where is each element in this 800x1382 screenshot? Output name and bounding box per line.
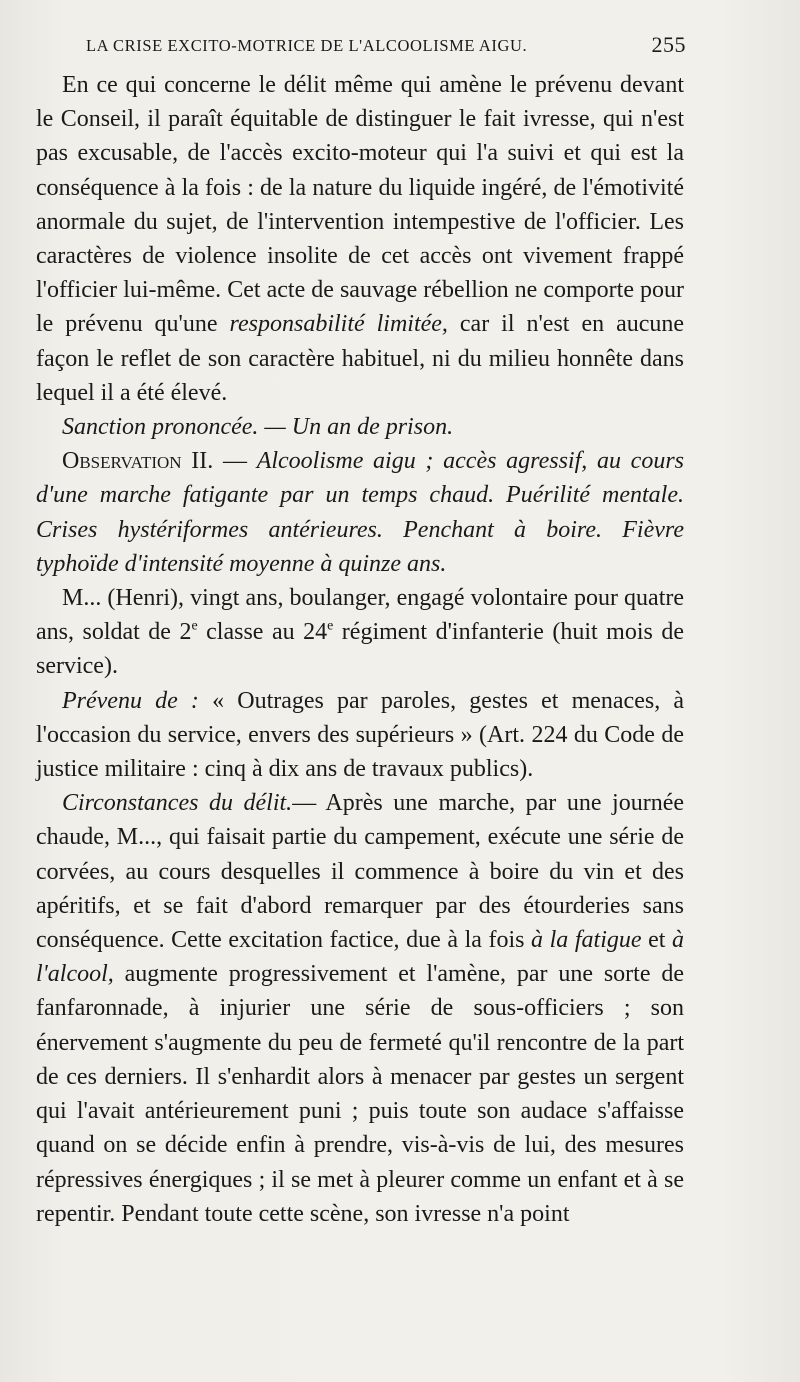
page-number: 255 bbox=[651, 32, 686, 57]
page-header bbox=[86, 32, 686, 62]
circonstances-text: — Après une marche, par une journée chaude, M..., qui faisait partie du campement, exécute une série de corvées, au cours desquelles il commence à boire du vin et des apéritifs, et se fait d'abord remarquer par des étourderies sans conséquence. Cette excitation factice, due à la fois bbox=[36, 790, 684, 954]
fatigue-emphasis: à la fatigue bbox=[531, 927, 642, 954]
observation-heading bbox=[36, 444, 684, 581]
circonstances-label: Circonstances du délit. bbox=[62, 790, 293, 817]
identity-text-end: régiment d'infanterie (huit mois de service). bbox=[36, 619, 685, 680]
ordinal-suffix: e bbox=[191, 618, 198, 634]
alcool-emphasis: à l'alcool, bbox=[36, 927, 685, 988]
paragraph-prevenu bbox=[36, 684, 684, 787]
responsabilite-limitee-emphasis: responsabilité limitée, bbox=[229, 311, 448, 338]
ordinal-suffix: e bbox=[327, 618, 334, 634]
sanction-line: Sanction prononcée. — Un an de prison. bbox=[62, 414, 454, 441]
observation-label: Observation II. bbox=[62, 448, 214, 475]
observation-dash: — bbox=[222, 448, 247, 475]
identity-text-mid: classe au 24 bbox=[206, 619, 328, 646]
prevenu-label: Prévenu de : bbox=[62, 687, 199, 714]
paragraph-conseil bbox=[36, 68, 684, 410]
observation-title: Alcoolisme aigu ; accès agressif, au cours d'une marche fatigante par un temps chaud. Puérilité mentale. Crises hystériformes antérieures. Penchant à boire. Fièvre typhoïde d'intensité moyenne à quinze ans. bbox=[36, 448, 685, 577]
paragraph-circonstances bbox=[36, 786, 684, 1231]
running-title: LA CRISE EXCITO-MOTRICE DE L'ALCOOLISME AIGU. bbox=[86, 36, 528, 55]
paragraph-conseil-text: En ce qui concerne le délit même qui amène le prévenu devant le Conseil, il paraît équitable de distinguer le fait ivresse, qui n'est pas excusable, de l'accès excito-moteur qui l'a suivi et qui est la conséquence à la fois : de la nature du liquide ingéré, de l'émotivité anormale du sujet, de l'intervention intempestive de l'officier. Les caractères de violence insolite de cet accès ont vivement frappé l'officier lui-même. Cet acte de sauvage rébellion ne comporte pour le prévenu qu'une bbox=[36, 72, 684, 338]
conjunction: et bbox=[648, 927, 666, 954]
identity-text-start: M... (Henri), vingt ans, boulanger, engagé volontaire pour quatre ans, soldat de 2 bbox=[36, 585, 684, 646]
paragraph-identity bbox=[36, 581, 684, 684]
paragraph-conseil-end: car il n'est en aucune façon le reflet de son caractère habituel, ni du milieu honnête dans lequel il a été élevé. bbox=[36, 311, 685, 406]
prevenu-text: « Outrages par paroles, gestes et menaces, à l'occasion du service, envers des supérieurs » (Art. 224 du Code de justice militaire : cinq à dix ans de travaux publics). bbox=[36, 687, 684, 783]
body-text bbox=[36, 68, 684, 1231]
circonstances-text-end: augmente progressivement et l'amène, par une sorte de fanfaronnade, à injurier une série de sous-officiers ; son énervement s'augmente du peu de fermeté qu'il rencontre de la part de ces derniers. Il s'enhardit alors à menacer par gestes un sergent qui l'avait antérieurement puni ; puis toute son audace s'affaisse quand on se décide enfin à prendre, vis-à-vis de lui, des mesures répressives énergiques ; il se met à pleurer comme un enfant et à se repentir. Pendant toute cette scène, son ivresse n'a point bbox=[36, 961, 684, 1227]
